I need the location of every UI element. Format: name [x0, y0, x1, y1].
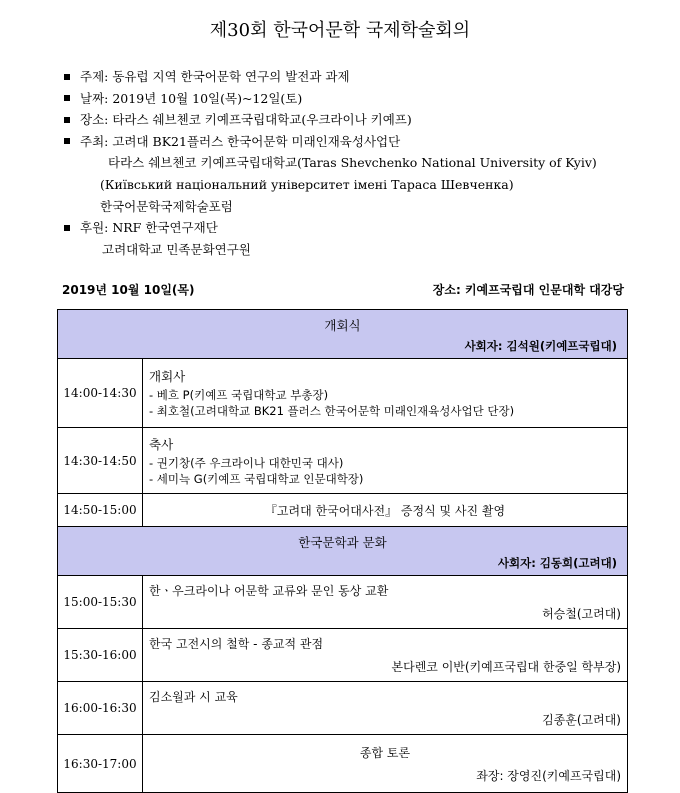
talk-time: 15:30-16:00 — [58, 629, 143, 682]
talk-speaker: 김종훈(고려대) — [542, 713, 621, 727]
table-row — [58, 735, 628, 793]
conference-info — [64, 66, 597, 260]
bullet-icon — [64, 225, 70, 231]
bullet-icon — [64, 74, 70, 80]
info-host-3: (Київський національний університет імені Тараса Шевченка) — [100, 176, 514, 192]
talk-topic: 김소월과 시 교육 — [149, 690, 238, 704]
section-title: 한국문학과 문화 — [298, 535, 387, 550]
table-row — [58, 428, 628, 494]
day-venue: 장소: 키예프국립대 인문대학 대강당 — [432, 283, 624, 297]
talk-speaker: 본다렌코 이반(키예프국립대 한중일 학부장) — [391, 660, 621, 674]
info-host: 주최: 고려대 BK21플러스 한국어문학 미래인재육성사업단 — [64, 131, 597, 153]
discussion-topic: 종합 토론 — [359, 745, 411, 760]
bullet-icon — [64, 95, 70, 101]
discussion-time: 16:30-17:00 — [58, 735, 143, 793]
page-title: 제30회 한국어문학 국제학술회의 — [209, 20, 471, 41]
discussion-chair: 좌장: 장영진(키예프국립대) — [476, 768, 621, 783]
talk-time: 16:00-16:30 — [58, 682, 143, 735]
talk-topic: 한ㆍ우크라이나 어문학 교류와 문인 동상 교환 — [149, 584, 389, 598]
section-chair: 사회자: 김동희(고려대) — [497, 556, 617, 570]
session-time: 14:50-15:00 — [58, 494, 143, 527]
table-row — [58, 494, 628, 527]
info-date: 날짜: 2019년 10월 10일(목)~12일(토) — [64, 88, 597, 110]
bullet-icon — [64, 117, 70, 123]
session-title: 개회사 — [149, 369, 186, 384]
schedule-table — [57, 309, 628, 793]
session-time: 14:00-14:30 — [58, 359, 143, 428]
session-item: - 세미늑 G(키예프 국립대학교 인문대학장) — [149, 471, 364, 486]
info-place: 장소: 타라스 쉐브첸코 키예프국립대학교(우크라이나 키예프) — [64, 109, 597, 131]
table-row — [58, 576, 628, 629]
bullet-icon — [64, 138, 70, 144]
info-host-2: 타라스 쉐브첸코 키예프국립대학교(Taras Shevchenko National University of Kyiv) — [108, 155, 597, 171]
info-host-4: 한국어문학국제학술포럼 — [100, 198, 233, 214]
table-row — [58, 359, 628, 428]
talk-time: 15:00-15:30 — [58, 576, 143, 629]
ceremony-text: 『고려대 한국어대사전』 증정식 및 사진 촬영 — [143, 494, 628, 527]
info-sponsor-2: 고려대학교 민족문화연구원 — [102, 241, 251, 257]
session-title: 축사 — [149, 436, 174, 452]
info-sponsor: 후원: NRF 한국연구재단 — [64, 217, 597, 239]
session-item: - 최호철(고려대학교 BK21 플러스 한국어문학 미래인재육성사업단 단장) — [149, 404, 515, 418]
info-theme: 주제: 동유럽 지역 한국어문학 연구의 발전과 과제 — [64, 66, 597, 88]
talk-speaker: 허승철(고려대) — [542, 607, 621, 621]
section-title: 개회식 — [324, 318, 361, 333]
section-chair: 사회자: 김석원(키예프국립대) — [464, 339, 617, 353]
table-row — [58, 629, 628, 682]
section-header-opening — [58, 310, 628, 359]
section-header-literature — [58, 527, 628, 576]
table-row — [58, 682, 628, 735]
session-time: 14:30-14:50 — [58, 428, 143, 494]
talk-topic: 한국 고전시의 철학 - 종교적 관점 — [149, 637, 324, 651]
session-item: - 권기창(주 우크라이나 대한민국 대사) — [149, 455, 344, 470]
day-date: 2019년 10월 10일(목) — [62, 283, 195, 297]
session-item: - 베흐 P(키예프 국립대학교 부총장) — [149, 388, 329, 402]
